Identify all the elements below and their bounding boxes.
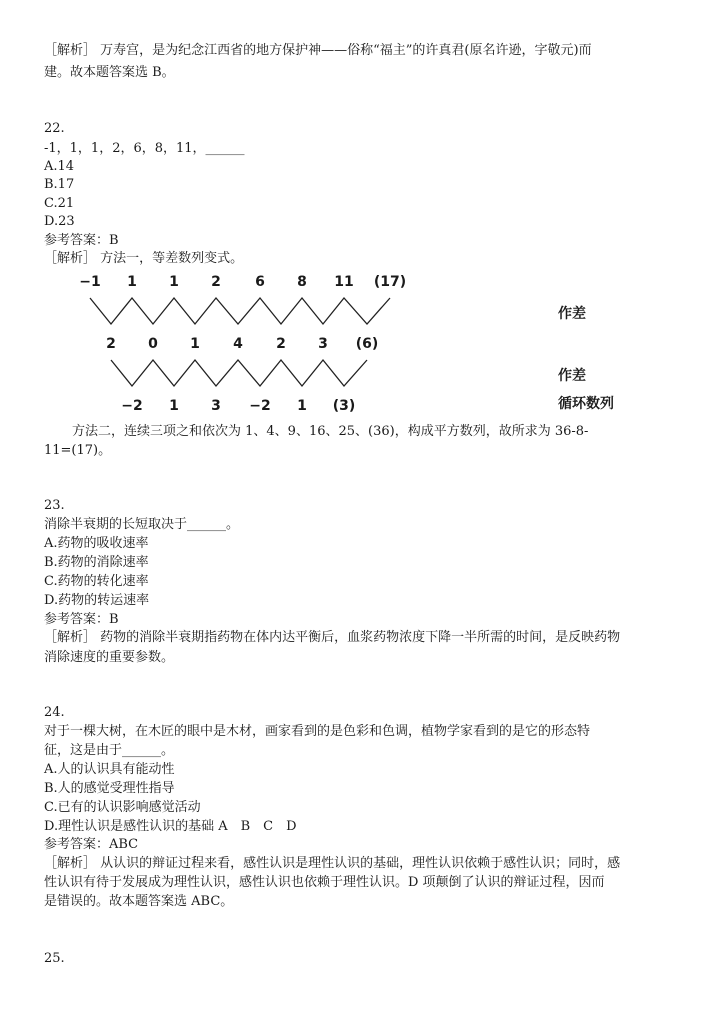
row3-term: −2 — [249, 398, 271, 414]
row3-term: 1 — [169, 398, 179, 414]
row2-term: (6) — [355, 336, 379, 352]
q23-option-c: C.药物的转化速率 — [44, 574, 149, 589]
q22-option-b: B.17 — [44, 177, 75, 192]
row1-term: 8 — [297, 274, 307, 290]
zigzag-connector-2 — [111, 360, 367, 386]
q22-option-a: A.14 — [44, 159, 75, 174]
row3-term: (3) — [332, 398, 356, 414]
row2-term: 3 — [318, 336, 328, 352]
q22-method2-line2: 11=(17)。 — [44, 443, 112, 458]
q24-option-a: A.人的认识具有能动性 — [44, 762, 175, 777]
difference-label-1: 作差 — [558, 306, 586, 322]
q24-number: 24. — [44, 705, 65, 720]
q24-analysis-line3: 是错误的。故本题答案选 ABC。 — [44, 894, 234, 909]
q22-method2-line1: 方法二，连续三项之和依次为 1、4、9、16、25、(36)，构成平方数列，故所求为 36-8- — [72, 424, 589, 439]
q24-analysis-line2: 性认识有待于发展成为理性认识，感性认识也依赖于理性认识。D 项颠倒了认识的辩证过程，因而 — [44, 875, 605, 890]
q23-number: 23. — [44, 498, 65, 513]
row3-term: 1 — [297, 398, 307, 414]
q25-number: 25. — [44, 951, 65, 966]
q22-option-d: D.23 — [44, 214, 75, 229]
difference-label-2: 作差 — [558, 368, 586, 384]
row1-term: (17) — [373, 274, 407, 290]
q24-option-b: B.人的感觉受理性指导 — [44, 781, 175, 796]
q22-answer: 参考答案：B — [44, 233, 119, 248]
row2-term: 2 — [106, 336, 116, 352]
q24-analysis-line1: ［解析］ 从认识的辩证过程来看，感性认识是理性认识的基础，理性认识依赖于感性认识；同时，感 — [44, 856, 621, 871]
q23-answer: 参考答案：B — [44, 612, 119, 627]
row2-term: 0 — [148, 336, 158, 352]
row1-term: 11 — [334, 274, 354, 290]
q22-number: 22. — [44, 121, 65, 136]
row1-term: 2 — [211, 274, 221, 290]
q22-analysis-intro: ［解析］ 方法一，等差数列变式。 — [44, 251, 244, 266]
row1-term: 6 — [255, 274, 265, 290]
q22-stem: -1，1，1，2，6，8，11，______ — [44, 141, 245, 156]
q24-option-c: C.已有的认识影响感觉活动 — [44, 800, 201, 815]
row2-term: 1 — [190, 336, 200, 352]
q24-stem-line2: 征，这是由于______。 — [44, 743, 175, 758]
difference-sequence-diagram — [60, 268, 660, 418]
row1-term: −1 — [79, 274, 101, 290]
q23-option-d: D.药物的转运速率 — [44, 593, 150, 608]
cyclic-sequence-label: 循环数列 — [558, 396, 614, 412]
q24-answer: 参考答案：ABC — [44, 837, 139, 852]
zigzag-connector-1 — [90, 298, 390, 324]
row2-term: 4 — [233, 336, 243, 352]
q22-option-c: C.21 — [44, 196, 75, 211]
q23-option-a: A.药物的吸收速率 — [44, 536, 149, 551]
q23-option-b: B.药物的消除速率 — [44, 555, 149, 570]
row3-term: 3 — [211, 398, 221, 414]
q21-analysis-line2: 建。故本题答案选 B。 — [44, 65, 175, 80]
row2-term: 2 — [276, 336, 286, 352]
row1-term: 1 — [127, 274, 137, 290]
q24-option-d: D.理性认识是感性认识的基础 A B C D — [44, 819, 297, 834]
row1-term: 1 — [169, 274, 179, 290]
q21-analysis-line1: ［解析］ 万寿宫，是为纪念江西省的地方保护神——俗称“福主”的许真君(原名许逊，字敬元)而 — [44, 43, 592, 58]
row3-term: −2 — [121, 398, 143, 414]
q24-stem-line1: 对于一棵大树，在木匠的眼中是木材，画家看到的是色彩和色调，植物学家看到的是它的形态特 — [44, 724, 591, 739]
q23-analysis-line1: ［解析］ 药物的消除半衰期指药物在体内达平衡后，血浆药物浓度下降一半所需的时间，是反映药物 — [44, 630, 621, 645]
q23-stem: 消除半衰期的长短取决于______。 — [44, 517, 240, 532]
q23-analysis-line2: 消除速度的重要参数。 — [44, 650, 175, 665]
